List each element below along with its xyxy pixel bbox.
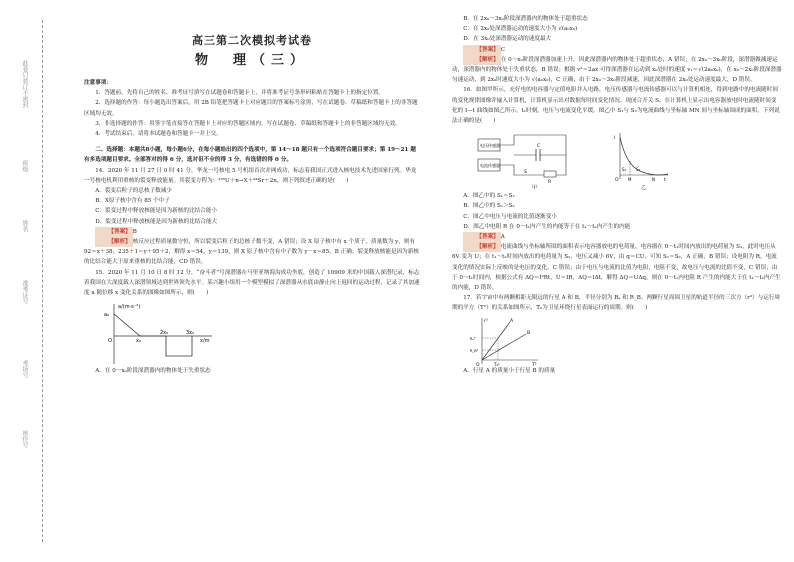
analysis-text: 核反应过程质量数守恒，所以裂变后粒子的总核子数不变，A 错误；设 X 原子核中有 x 个质子，质量数为 y，则有 92＝x＋38，235＋1＝y＋95＋2，解得 x＝54，y＝139，则 X 原子核中含有中子数为 y－x＝85，B 正确；裂变释放核能是因为新核的比结合能大于原来重核的比结合能，CD 错误。 — [84, 239, 419, 266]
a-label: A — [510, 318, 514, 324]
t2-label: T² — [532, 362, 537, 366]
q16-option-b: B．图乙中的 S₁＞S₂ — [463, 203, 515, 210]
q16-option-a: A．图乙中的 S₁＝S₂ — [463, 193, 515, 200]
r3-label: r³ — [484, 318, 488, 324]
origin-label: O — [476, 362, 480, 366]
s1-label: S₁ — [622, 167, 627, 173]
figure-16-captions — [532, 183, 782, 191]
current-sensor-label: 电流传感器 — [480, 163, 500, 169]
exam-subtitle: 物 理（三） — [194, 53, 309, 68]
notice-item: 3．非选择题的作答：用签字笔直接答在答题卡上对应的答题区域内。写在试题卷、草稿纸和答题卡上的非答题区域均无效。 — [95, 120, 401, 127]
a-x-curve — [114, 314, 195, 356]
2x0-label: 2x₀ — [160, 330, 169, 337]
analysis-text: 电流曲线与坐标轴所围的面积表示电容器放电的电荷量，电容器在 0～t₁时间内放出的电荷量为 S₁，此时电压从 6V 变为 U；在 t₁～t₂时间内放出的电荷量为 S₂，电压又减小 6V，由 q＝CU，可知 S₁＝S₂，A 正确，B 错误；设电阻为 R，电流变化的情况实际上反映的是电压的变化，C 错误；由于电压与电流的比值为电阻，电阻不变，故电压与电流的比值不变，C 错误；由于 0～t₁时间内，根据公式有 ΔQ＝I²Rt，U＝IR，ΔQ＝IΔt，解得 ΔQ＝UΔq，则在 0～t₁内电阻 R 产生的内能大于在 t₁～t₂内产生的内能，D 错误。 — [452, 244, 781, 292]
question-17: 17．若宇宙中有两颗相距无限远的行星 A 和 B，半径分别为 Rₐ 和 R_B。两颗行星周围卫星的轨道半径的三次方（r³）与运行周期的平方（T²）的关系如图所示，T₀为卫星环绕行星表面运行的周期。则( ) — [452, 295, 781, 312]
binding-text-name: 姓名 — [21, 220, 28, 232]
q14-option-b: B．X原子核中含有 85 个中子 — [95, 198, 170, 205]
analysis-label: 【解析】 — [95, 237, 133, 247]
q15-option-c: C．在 2x₀处深潜器运动的速度大小为 √(a₀x₀) — [463, 26, 578, 33]
resistor-label: R — [548, 180, 552, 184]
n-label: N — [652, 177, 655, 183]
origin-label: O — [615, 178, 619, 184]
q16-analysis — [452, 242, 782, 293]
answer-value: B — [132, 228, 137, 235]
binding-text-class: 班级 — [21, 160, 28, 172]
q14-option-c: C．裂变过程中释放核能是因为新核的比结合能小 — [95, 208, 217, 215]
notice-item: 2．选择题的作答：每小题选出答案后，用 2B 铅笔把答题卡上对应题目的答案标号涂黑，写在试题卷、草稿纸和答题卡上的非答题区域均无效。 — [84, 100, 418, 117]
figure-a-x-graph — [100, 300, 220, 366]
q16-answer — [452, 232, 782, 242]
answer-label: 【答案】 — [95, 227, 133, 237]
i-label: I — [614, 136, 616, 142]
y-axis-label: a/(m·s⁻²) — [118, 304, 141, 311]
t0-label: T₀² — [494, 361, 500, 366]
resistor — [544, 171, 556, 177]
notice-heading: 注意事项： — [84, 80, 112, 86]
discharge-curve — [620, 137, 668, 175]
a0-label: a₀ — [104, 312, 110, 319]
question-16: 16．如图甲所示，充好电的电容器与定值电阻并入电路，电压传感器与电流传感器可以与计算机相连，得到电路中的电流随时间的变化规律图像并输入计算机，计算机显示出对数据每时间变化情况。现闭合开关 S，在计算机上显示出电容器放电时电流随时间变化的 I—t 曲线如图乙所示。t₁时刻，电压与电流变化平缓。图乙中 S₁与 S₂为电流曲线与坐标轴 MN 间与坐标轴围成的面积，下列说法正确的是( ) — [452, 87, 780, 125]
answer-label: 【答案】 — [463, 45, 501, 55]
line-b — [482, 334, 526, 360]
q15-option-a: A．在 0～x₀阶段深潜器内的物体处于失重状态 — [95, 368, 211, 375]
b-label: B — [527, 330, 531, 336]
q14-analysis — [84, 237, 420, 268]
q14-option-d: D．裂变过程中释放核能是因为新核的比结合能大 — [95, 218, 218, 225]
caption-yi: 乙 — [641, 185, 647, 192]
analysis-label: 【解析】 — [463, 242, 501, 252]
x-axis-label: x/m — [200, 338, 210, 345]
capacitor-label: C — [537, 144, 541, 150]
answer-value: C — [500, 46, 506, 53]
figure-current-time-graph — [612, 131, 672, 183]
q16-option-c: C．图乙中电压与电流的比值逐渐变小 — [463, 213, 557, 220]
notice-item: 1．答题前，先将自己的姓名、准考证号填写在试题卷和答题卡上，并将准考证号条形码粘贴在答题卡上的指定位置。 — [95, 90, 385, 97]
binding-dashed-line — [42, 20, 43, 542]
q16-option-d: D．图乙中电阻 R 在 0～t₁内产生的内能等于在 t₁～t₂内产生的内能 — [463, 223, 631, 230]
q14-answer — [84, 227, 420, 237]
binding-text-seat: 座位号 — [21, 430, 28, 448]
m-label: M — [628, 177, 632, 183]
answer-label: 【答案】 — [463, 232, 501, 242]
3x0-label: 3x₀ — [186, 330, 195, 337]
notice-item: 4．考试结束后，请将本试题卷和答题卡一并上交。 — [95, 131, 222, 138]
q17-option-a: A．行星 A 的质量小于行星 B 的质量 — [463, 367, 556, 374]
question-14: 14．2020 年 11 月 27 日 0 时 41 分，华龙一号核电 5 号机组首次并网成功，标志着我国正式进入核电技术先进国家行列。华龙一号核电机利用重核的裂变释放能量。其裂变方程为：²³⁵U＋n→X＋⁹⁴Sr＋2n，则下列叙述正确的是( ) — [84, 167, 417, 184]
line-a — [482, 322, 510, 360]
q15-option-b: B．在 2x₀～3x₀阶段深潜器内的物体处于超重状态 — [463, 16, 588, 22]
binding-margin — [8, 0, 78, 562]
figure-r3-t2-graph — [470, 316, 542, 366]
left-column — [84, 8, 420, 376]
q15-option-d: D．在 3x₀处深潜器运动的速度最大 — [463, 36, 552, 43]
origin-label: O — [108, 338, 112, 345]
right-column — [452, 8, 782, 376]
analysis-label: 【解析】 — [463, 55, 501, 65]
voltage-sensor-label: 电压传感器 — [480, 143, 500, 149]
answer-value: A — [500, 234, 505, 241]
rb-label: R_B³ — [470, 348, 479, 353]
figure-circuit — [474, 131, 586, 183]
section-instructions: 二、选择题：本题共8小题，每小题6分，在每小题给出的四个选项中，第 14～18 题只有一个选项符合题目要求；第 19～21 题有多选项题目要求。全部答对的得 6 分，选对但不全的得 3 分，有选错的得 0 分。 — [84, 147, 416, 164]
switch-label: S — [524, 170, 527, 176]
q15-answer — [452, 45, 782, 55]
analysis-text: 在 0～x₀阶段深潜器加速上升，因此深潜器内的物体处于超重状态，A 错误；在 2x₀～3x₀阶段，深潜器做减速运动，深潜器内的物体处于失重状态，B 错误；根据 v²＝2ax 可得深潜器在运动到 x₀处时的速度 v₁＝√(2a₀x₀)，在 x₀～2x₀阶段深潜器匀速运动，到 2x₀时速度大小为 √(a₀x₀)，C 正确；由于 2x₀～3x₀阶段减速，因此深潜器在 2x₀处运动速度最大，D 错误。 — [452, 56, 782, 84]
exam-title: 高三第二次模拟考试卷 — [192, 34, 312, 47]
binding-text-room: 考场号 — [21, 360, 28, 378]
caption-jia: 甲 — [532, 185, 538, 192]
figure-16-row — [474, 129, 782, 183]
binding-text-ticket: 准考证号 — [21, 280, 28, 304]
t-label: t — [664, 178, 666, 184]
question-15: 15．2020 年 11 月 10 日 8 时 12 分，“奋斗者”号深潜器在马里亚纳海沟成功坐底，创造了 10909 米的中国载人深潜纪录，标志着我国在大深度载人深潜领域达到世界领先水平。某兴趣小组用一个模型模拟了深潜器从水底由静止向上返回的运动过程，记录了其加速度 a 随位移 x 变化关系的图像如图所示，则( ) — [84, 269, 420, 297]
ra-label: Rₐ³ — [470, 336, 476, 341]
x0-label: x₀ — [136, 338, 141, 345]
q14-option-a: A．裂变后粒子的总核子数减少 — [95, 188, 172, 195]
s2-label: S₂ — [636, 167, 641, 173]
binding-text-seal: 此卷只装订不密封 — [21, 60, 28, 108]
q15-analysis — [452, 55, 782, 86]
